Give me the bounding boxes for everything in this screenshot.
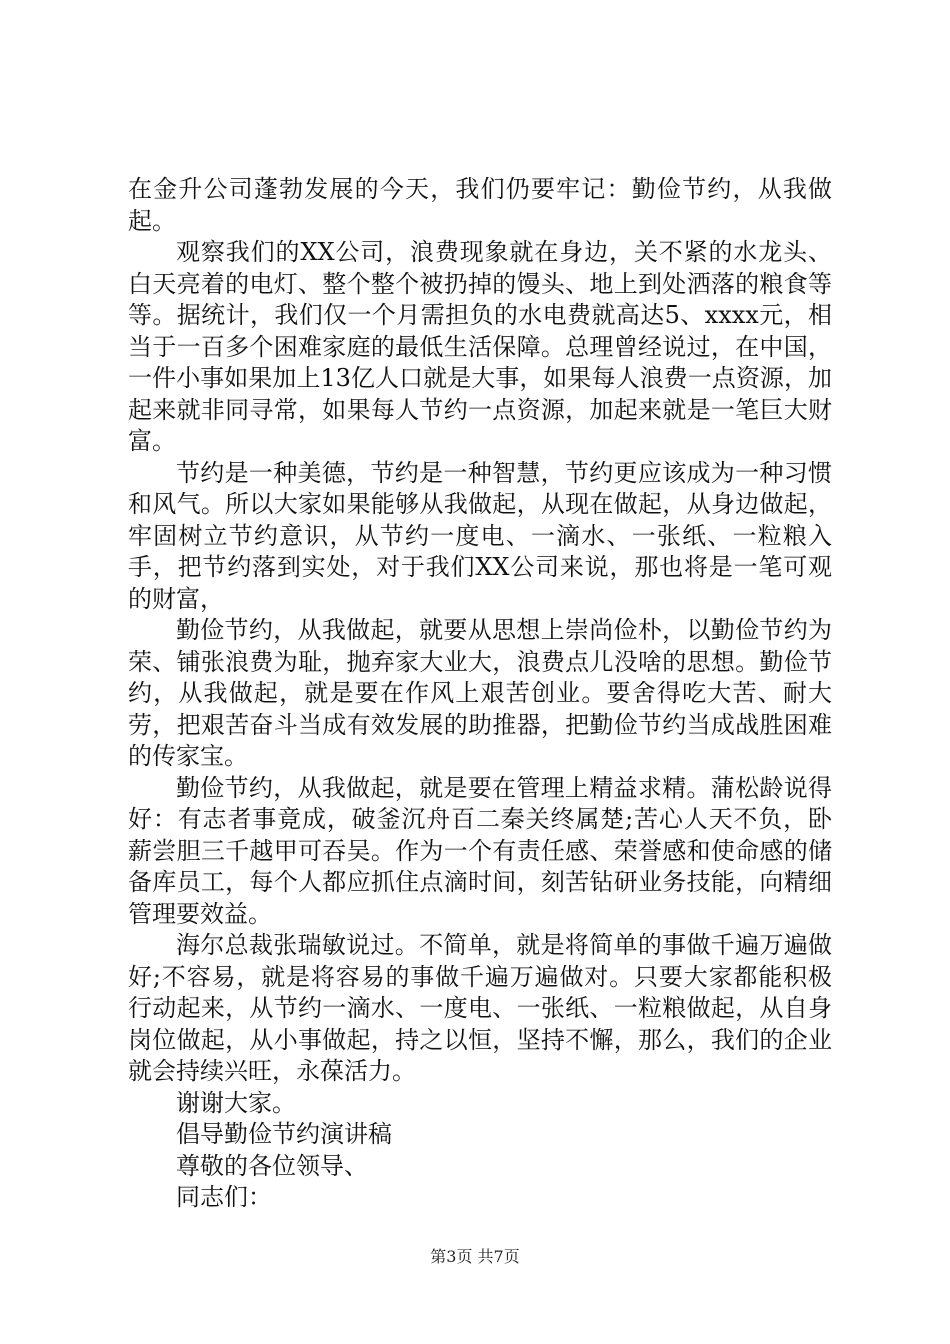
paragraph: 海尔总裁张瑞敏说过。不简单，就是将简单的事做千遍万遍做好;不容易，就是将容易的事做千遍万遍做对。只要大家都能积极行动起来，从节约一滴水、一度电、一张纸、一粒粮做起，从自身岗位做起，从小事做起，持之以恒，坚持不懈，那么，我们的企业就会持续兴旺，永葆活力。 bbox=[128, 931, 832, 1085]
page-footer: 第3页 共7页 bbox=[430, 1247, 520, 1266]
paragraph: 在金升公司蓬勃发展的今天，我们仍要牢记：勤俭节约，从我做起。 bbox=[128, 175, 832, 235]
salutation-line: 尊敬的各位领导、 bbox=[176, 1151, 368, 1180]
document-body bbox=[128, 174, 832, 1214]
closing-line: 谢谢大家。 bbox=[176, 1088, 296, 1117]
salutation-line: 同志们： bbox=[176, 1183, 272, 1211]
paragraph: 节约是一种美德，节约是一种智慧，节约更应该成为一种习惯和风气。所以大家如果能够从我做起，从现在做起，从身边做起，牢固树立节约意识，从节约一度电、一滴水、一张纸、一粒粮入手，把节约落到实处，对于我们XX公司来说，那也将是一笔可观的财富， bbox=[128, 458, 832, 613]
paragraph: 勤俭节约，从我做起，就要从思想上崇尚俭朴，以勤俭节约为荣、铺张浪费为耻，抛弃家大业大，浪费点儿没啥的思想。勤俭节约，从我做起，就是要在作风上艰苦创业。要舍得吃大苦、耐大劳，把艰苦奋斗当成有效发展的助推器，把勤俭节约当成战胜困难的传家宝。 bbox=[128, 616, 832, 770]
paragraph: 观察我们的XX公司，浪费现象就在身边，关不紧的水龙头、白天亮着的电灯、整个整个被扔掉的馒头、地上到处洒落的粮食等等。据统计，我们仅一个月需担负的水电费就高达5、xxxx元，相当于一百多个困难家庭的最低生活保障。总理曾经说过，在中国，一件小事如果加上13亿人口就是大事，如果每人浪费一点资源，加起来就非同寻常，如果每人节约一点资源，加起来就是一笔巨大财富。 bbox=[128, 238, 832, 455]
paragraph: 勤俭节约，从我做起，就是要在管理上精益求精。蒲松龄说得好：有志者事竟成，破釜沉舟百二秦关终属楚;苦心人天不负，卧薪尝胆三千越甲可吞吴。作为一个有责任感、荣誉感和使命感的储备库员工，每个人都应抓住点滴时间，刻苦钻研业务技能，向精细管理要效益。 bbox=[128, 773, 832, 928]
speech-title: 倡导勤俭节约演讲稿 bbox=[176, 1120, 392, 1148]
